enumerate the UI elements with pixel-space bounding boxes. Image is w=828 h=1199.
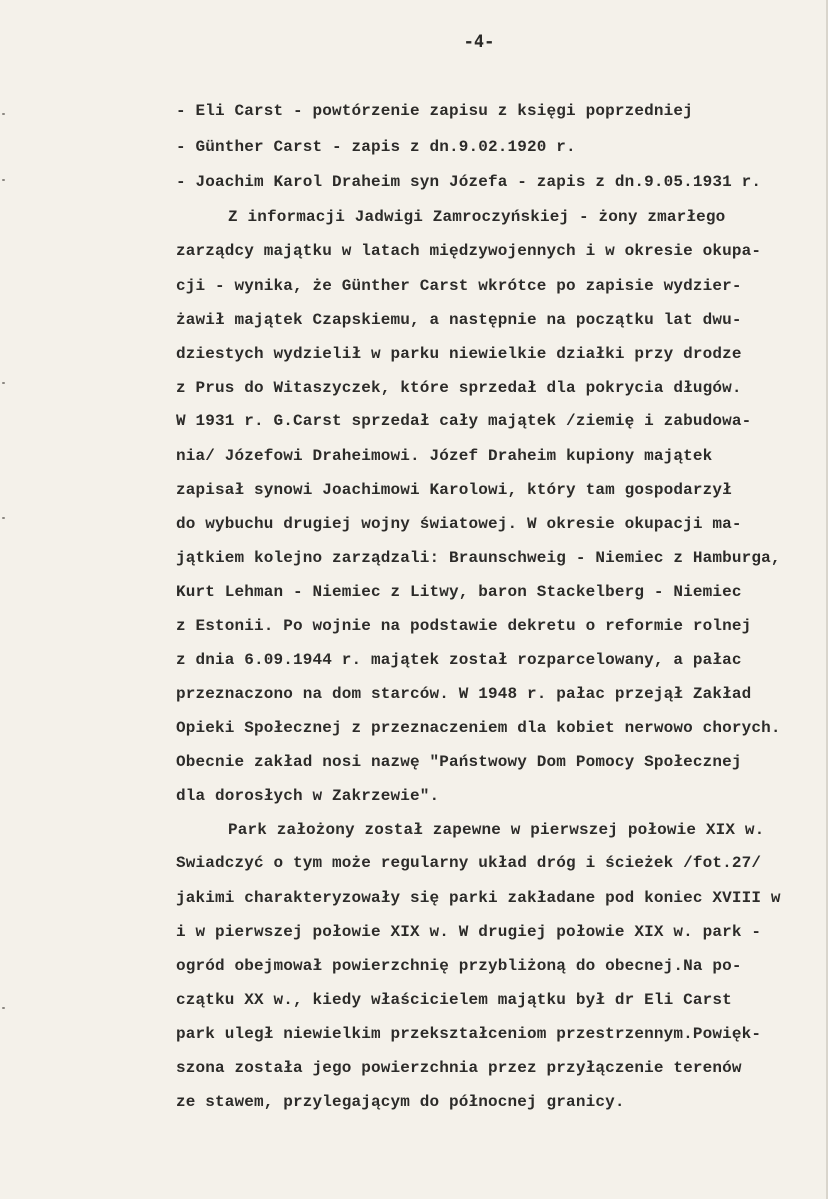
text-line: Obecnie zakład nosi nazwę "Państwowy Dom Pomocy Społecznej bbox=[176, 753, 742, 771]
text-line: Kurt Lehman - Niemiec z Litwy, baron Stackelberg - Niemiec bbox=[176, 583, 742, 601]
text-line: zapisał synowi Joachimowi Karolowi, który tam gospodarzył bbox=[176, 481, 732, 499]
margin-speck bbox=[2, 382, 5, 384]
margin-speck bbox=[2, 179, 5, 181]
text-line: Park założony został zapewne w pierwszej połowie XIX w. bbox=[228, 821, 765, 839]
text-line: czątku XX w., kiedy właścicielem majątku był dr Eli Carst bbox=[176, 991, 732, 1009]
text-line: zarządcy majątku w latach międzywojennych i w okresie okupa- bbox=[176, 242, 762, 260]
text-line: park uległ niewielkim przekształceniom przestrzennym.Powięk- bbox=[176, 1025, 762, 1043]
text-line: z dnia 6.09.1944 r. majątek został rozparcelowany, a pałac bbox=[176, 651, 742, 669]
text-line: do wybuchu drugiej wojny światowej. W okresie okupacji ma- bbox=[176, 515, 742, 533]
text-line: jakimi charakteryzowały się parki zakładane pod koniec XVIII w bbox=[176, 889, 781, 907]
text-line: ze stawem, przylegającym do północnej granicy. bbox=[176, 1093, 625, 1111]
text-line: W 1931 r. G.Carst sprzedał cały majątek /ziemię i zabudowa- bbox=[176, 412, 752, 430]
text-line: Opieki Społecznej z przeznaczeniem dla kobiet nerwowo chorych. bbox=[176, 719, 781, 737]
text-line: ogród obejmował powierzchnię przybliżoną do obecnej.Na po- bbox=[176, 957, 742, 975]
page-number: -4- bbox=[463, 32, 495, 52]
text-line: przeznaczono na dom starców. W 1948 r. pałac przejął Zakład bbox=[176, 685, 752, 703]
text-line: szona została jego powierzchnia przez przyłączenie terenów bbox=[176, 1059, 742, 1077]
text-line: jątkiem kolejno zarządzali: Braunschweig - Niemiec z Hamburga, bbox=[176, 549, 781, 567]
text-line: dla dorosłych w Zakrzewie". bbox=[176, 787, 440, 805]
text-line: nia/ Józefowi Draheimowi. Józef Draheim kupiony majątek bbox=[176, 447, 713, 465]
text-line: - Joachim Karol Draheim syn Józefa - zapis z dn.9.05.1931 r. bbox=[176, 173, 762, 191]
text-line: - Günther Carst - zapis z dn.9.02.1920 r. bbox=[176, 138, 576, 156]
text-line: z Prus do Witaszyczek, które sprzedał dla pokrycia długów. bbox=[176, 379, 742, 397]
text-line: żawił majątek Czapskiemu, a następnie na początku lat dwu- bbox=[176, 311, 742, 329]
text-line: z Estonii. Po wojnie na podstawie dekretu o reformie rolnej bbox=[176, 617, 752, 635]
text-line: i w pierwszej połowie XIX w. W drugiej połowie XIX w. park - bbox=[176, 923, 762, 941]
text-line: - Eli Carst - powtórzenie zapisu z księgi poprzedniej bbox=[176, 102, 693, 120]
text-line: cji - wynika, że Günther Carst wkrótce po zapisie wydzier- bbox=[176, 277, 742, 295]
margin-speck bbox=[2, 113, 5, 115]
text-line: dziestych wydzielił w parku niewielkie działki przy drodze bbox=[176, 345, 742, 363]
text-line: Z informacji Jadwigi Zamroczyńskiej - żony zmarłego bbox=[228, 208, 726, 226]
margin-speck bbox=[2, 517, 5, 519]
margin-speck bbox=[2, 1007, 5, 1009]
text-line: Swiadczyć o tym może regularny układ dróg i ścieżek /fot.27/ bbox=[176, 854, 762, 872]
